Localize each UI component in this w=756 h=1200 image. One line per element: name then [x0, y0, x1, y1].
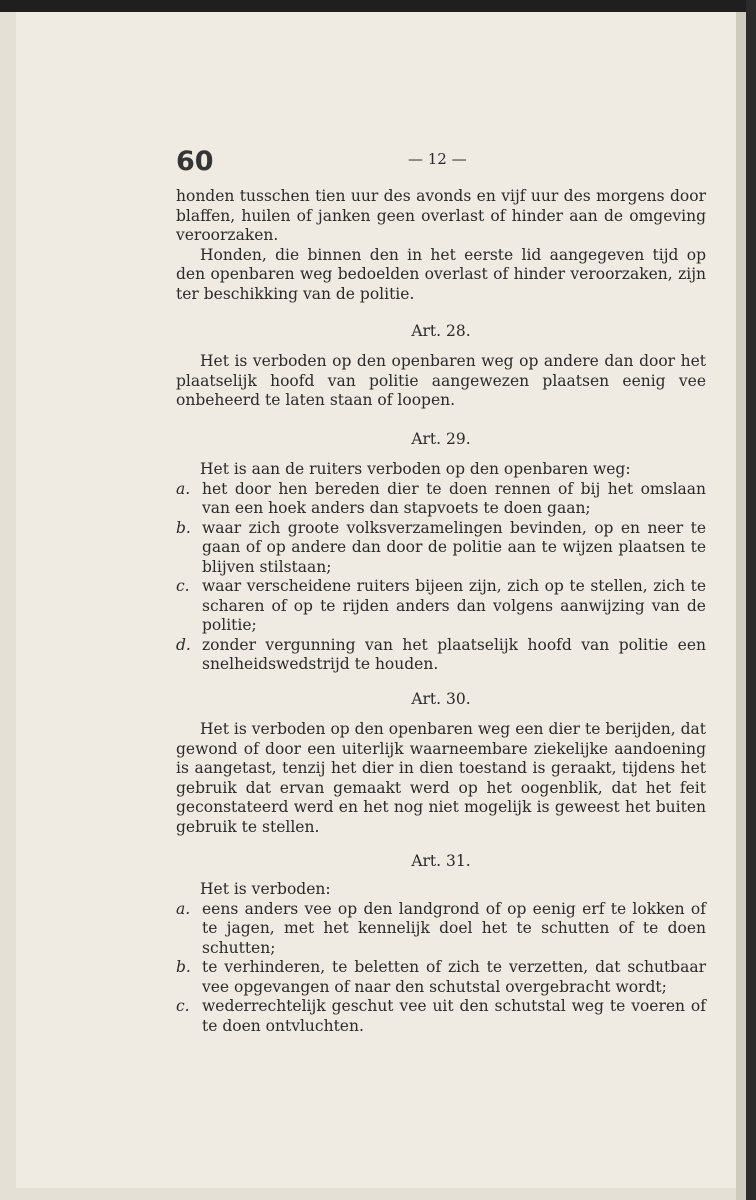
article-paragraph: Het is verboden op den openbaren weg op andere dan door het plaatselijk hoofd van politie aangewezen plaatsen eenig vee onbeheerd te laten staan of loopen.: [176, 352, 706, 409]
list-item: [176, 519, 706, 578]
list-item: [176, 997, 706, 1036]
article-29-body: [176, 460, 706, 675]
item-letter: d.: [176, 635, 191, 654]
article-31: [176, 852, 706, 872]
article-31-body: [176, 880, 706, 1036]
page-edge-shadow: [736, 12, 746, 1200]
item-letter: c.: [176, 997, 190, 1015]
item-letter: b.: [176, 518, 191, 537]
item-letter: b.: [176, 958, 191, 976]
folio-number: 60: [176, 146, 214, 177]
item-letter: a.: [176, 899, 191, 918]
item-text: eens anders vee op den landgrond of op eenig erf te lokken of te jagen, met het kennelijk doel het te schutten of te doen schutten;: [202, 899, 706, 957]
item-text: het door hen bereden dier te doen rennen of bij het omslaan van een hoek anders dan stapvoets te doen gaan;: [202, 479, 706, 517]
intro-paragraph-1: honden tusschen tien uur des avonds en vijf uur des morgens door blaffen, huilen of janken geen overlast of hinder aan de omgeving veroorzaken.: [176, 187, 706, 244]
item-text: waar verscheidene ruiters bijeen zijn, zich op te stellen, zich te scharen of op te rijden anders dan volgens aanwijzing van de politie;: [202, 577, 706, 634]
article-30: [176, 690, 706, 710]
article-28-body: [176, 352, 706, 411]
item-letter: c.: [176, 577, 190, 595]
article-intro: Het is aan de ruiters verboden op den openbaren weg:: [200, 460, 631, 478]
scan-top-edge: [0, 0, 756, 12]
list-item: [176, 958, 706, 997]
item-text: te verhinderen, te beletten of zich te verzetten, dat schutbaar vee opgevangen of naar den schutstal overgebracht wordt;: [202, 958, 706, 996]
article-29: [176, 430, 706, 450]
list-item: [176, 577, 706, 636]
item-text: waar zich groote volksverzamelingen bevinden, op en neer te gaan of op andere dan door de politie aan te wijzen plaatsen te blijven stilstaan;: [202, 518, 706, 576]
item-text: zonder vergunning van het plaatselijk hoofd van politie een snelheidswedstrijd te houden.: [202, 635, 706, 673]
article-heading: Art. 29.: [411, 430, 471, 448]
item-letter: a.: [176, 479, 191, 498]
item-text: wederrechtelijk geschut vee uit den schutstal weg te voeren of te doen ontvluchten.: [202, 997, 706, 1035]
list-item: [176, 636, 706, 675]
intro-block: [176, 187, 706, 304]
article-paragraph: Het is verboden op den openbaren weg een dier te berijden, dat gewond of door een uiterlijk waarneembare ziekelijke aandoening is aangetast, tenzij het dier in dien toestand is geraakt, tijdens het gebruik dat ervan gemaakt werd op het oogenblik, dat het feit geconstateerd werd en het nog niet mogelijk is geweest het buiten gebruik te stellen.: [176, 720, 706, 836]
article-heading: Art. 28.: [411, 322, 471, 340]
list-item: [176, 480, 706, 519]
page-number: — 12 —: [408, 150, 467, 168]
article-heading: Art. 31.: [411, 852, 471, 870]
list-item: [176, 900, 706, 959]
article-intro: Het is verboden:: [200, 880, 331, 898]
scan-right-edge: [746, 0, 756, 1200]
article-28: [176, 322, 706, 342]
intro-paragraph-2: Honden, die binnen den in het eerste lid aangegeven tijd op den openbaren weg bedoelden overlast of hinder veroorzaken, zijn ter beschikking van de politie.: [176, 245, 706, 303]
article-30-body: [176, 720, 706, 837]
article-heading: Art. 30.: [411, 690, 471, 708]
